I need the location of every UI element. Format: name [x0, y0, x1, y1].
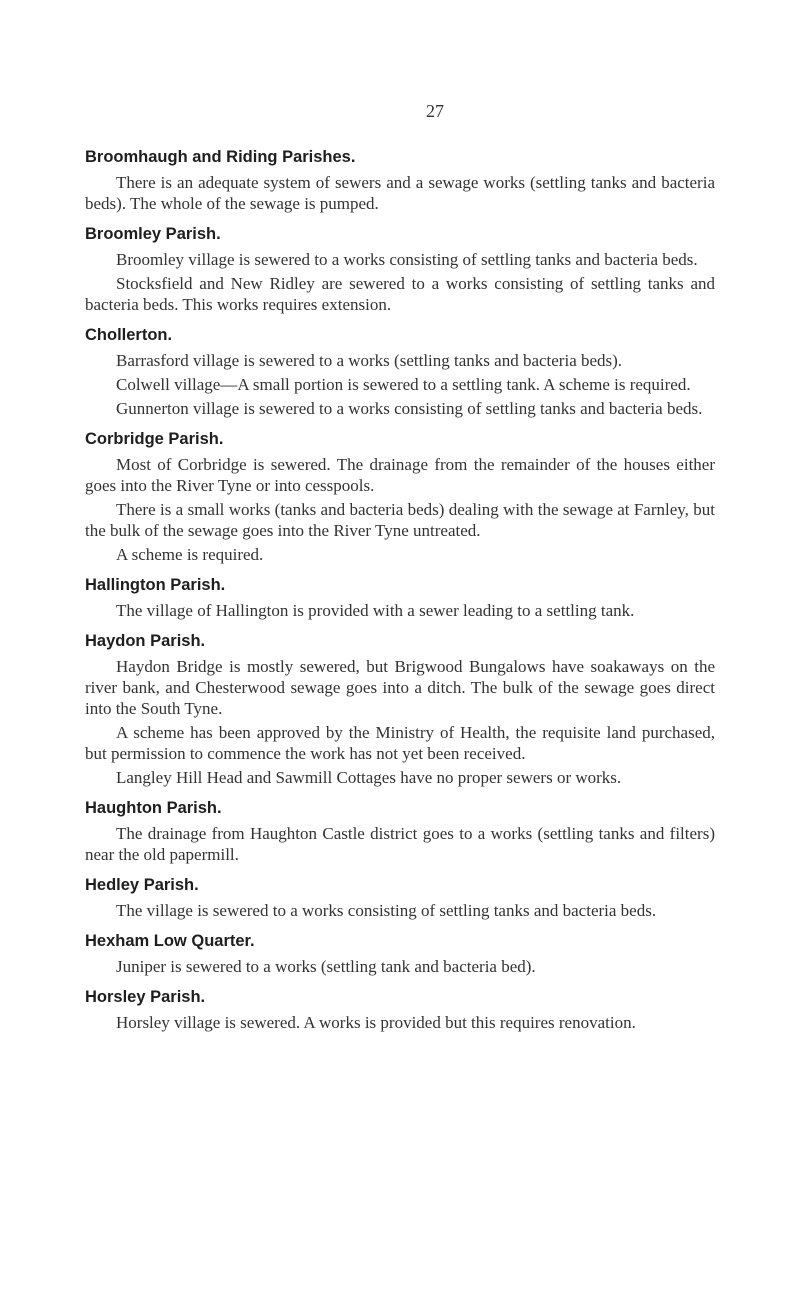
section-haughton: [85, 797, 715, 865]
paragraph: Juniper is sewered to a works (settling tank and bacteria bed).: [116, 957, 536, 976]
paragraph: There is a small works (tanks and bacteria beds) dealing with the sewage at Farnley, but the bulk of the sewage goes into the River Tyne untreated.: [85, 500, 715, 540]
section-heading: Haughton Parish.: [85, 799, 222, 817]
section-hedley: [85, 874, 715, 921]
paragraph: The village of Hallington is provided with a sewer leading to a settling tank.: [116, 601, 635, 620]
section-horsley: [85, 986, 715, 1033]
paragraph: The village is sewered to a works consisting of settling tanks and bacteria beds.: [116, 901, 657, 920]
section-heading: Chollerton.: [85, 326, 173, 344]
section-chollerton: [85, 324, 715, 419]
section-heading: Haydon Parish.: [85, 632, 206, 650]
paragraph: Horsley village is sewered. A works is provided but this requires renovation.: [116, 1013, 636, 1032]
section-broomley: [85, 223, 715, 315]
section-haydon: [85, 630, 715, 788]
section-heading: Hallington Parish.: [85, 576, 226, 594]
paragraph: The drainage from Haughton Castle district goes to a works (settling tanks and filters) near the old papermill.: [85, 824, 715, 864]
section-heading: Corbridge Parish.: [85, 430, 224, 448]
section-hallington: [85, 574, 715, 621]
document-body: [85, 146, 715, 1042]
page-number: 27: [426, 101, 444, 121]
paragraph: Broomley village is sewered to a works consisting of settling tanks and bacteria beds.: [116, 250, 698, 269]
section-heading: Hedley Parish.: [85, 876, 199, 894]
paragraph: Most of Corbridge is sewered. The drainage from the remainder of the houses either goes into the River Tyne or into cesspools.: [85, 455, 715, 495]
paragraph: Barrasford village is sewered to a works (settling tanks and bacteria beds).: [116, 351, 623, 370]
section-heading: Horsley Parish.: [85, 988, 206, 1006]
section-broomhaugh-and-riding: [85, 146, 715, 214]
paragraph: Gunnerton village is sewered to a works consisting of settling tanks and bacteria beds.: [116, 399, 703, 418]
section-heading: Broomley Parish.: [85, 225, 221, 243]
paragraph: Stocksfield and New Ridley are sewered to a works consisting of settling tanks and bacteria beds. This works requires extension.: [85, 274, 715, 314]
paragraph: A scheme has been approved by the Ministry of Health, the requisite land purchased, but permission to commence the work has not yet been received.: [85, 723, 715, 763]
paragraph: A scheme is required.: [116, 545, 264, 564]
paragraph: There is an adequate system of sewers and a sewage works (settling tanks and bacteria beds). The whole of the sewage is pumped.: [85, 173, 715, 213]
paragraph: Langley Hill Head and Sawmill Cottages have no proper sewers or works.: [116, 768, 622, 787]
paragraph: Haydon Bridge is mostly sewered, but Brigwood Bungalows have soakaways on the river bank, and Chesterwood sewage goes into a ditch. The bulk of the sewage goes direct into the South Tyne.: [85, 657, 715, 718]
section-hexham-low-quarter: [85, 930, 715, 977]
section-heading: Hexham Low Quarter.: [85, 932, 255, 950]
paragraph: Colwell village—A small portion is sewered to a settling tank. A scheme is required.: [116, 375, 691, 394]
section-corbridge: [85, 428, 715, 565]
section-heading: Broomhaugh and Riding Parishes.: [85, 148, 356, 166]
